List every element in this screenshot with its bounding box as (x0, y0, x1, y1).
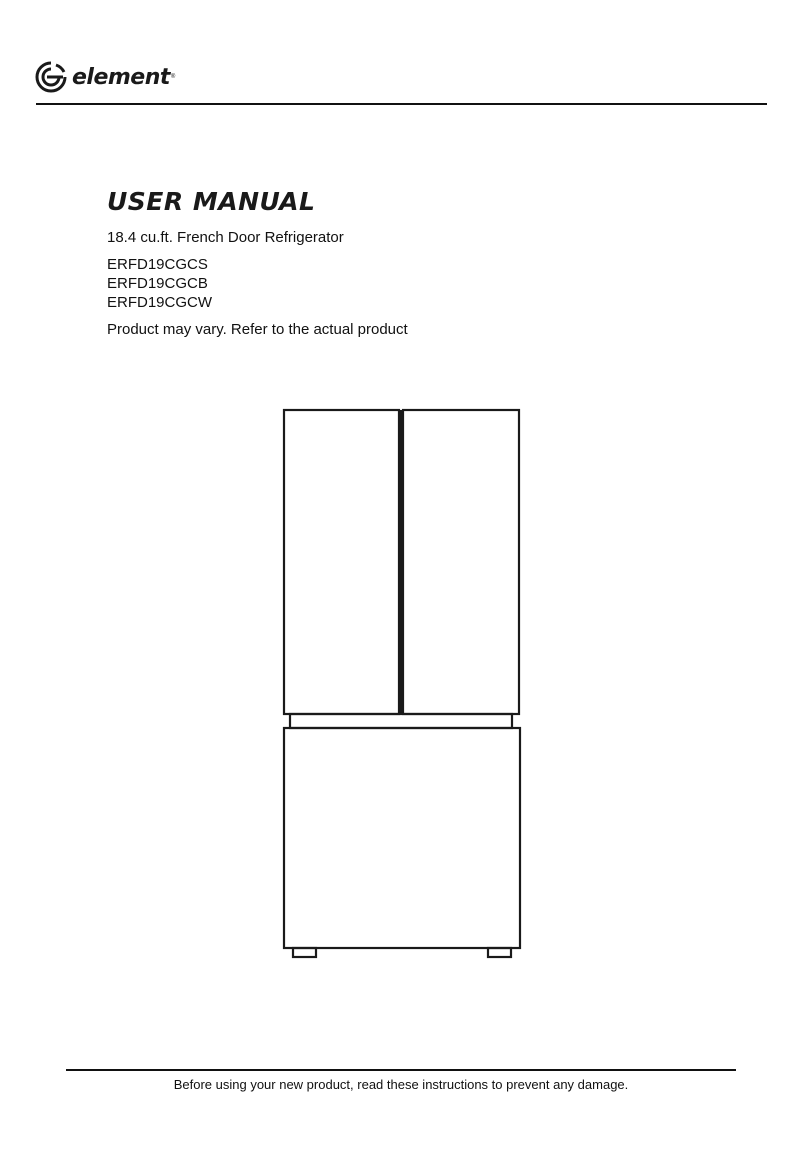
disclaimer: Product may vary. Refer to the actual product (107, 321, 408, 338)
left-foot (293, 948, 316, 957)
model-number: ERFD19CGCB (107, 275, 208, 292)
page-title: USER MANUAL (107, 187, 316, 216)
footer-note: Before using your new product, read these instructions to prevent any damage. (173, 1077, 629, 1092)
middle-strip (290, 714, 512, 728)
product-name: 18.4 cu.ft. French Door Refrigerator (107, 229, 344, 246)
footer-divider (66, 1069, 736, 1071)
brand-name: element (72, 64, 170, 90)
model-number: ERFD19CGCS (107, 256, 208, 273)
right-foot (488, 948, 511, 957)
right-door (403, 410, 519, 714)
freezer-drawer (284, 728, 520, 948)
left-door (284, 410, 399, 714)
model-number: ERFD19CGCW (107, 294, 213, 311)
registered-mark: ® (170, 74, 176, 80)
